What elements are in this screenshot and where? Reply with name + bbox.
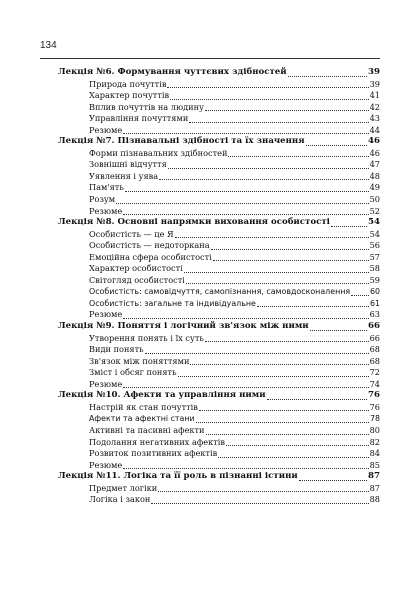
toc-entry[interactable] (58, 483, 380, 495)
toc-entry-page: 49 (369, 182, 380, 193)
toc-entry-title: Резюме (89, 309, 123, 320)
dot-leader (267, 398, 367, 400)
toc-section-entry[interactable] (58, 136, 380, 148)
page-number: 134 (40, 40, 57, 51)
toc-entry-title: Особистість: самовідчуття, самопізнання, самовдосконалення (89, 287, 351, 297)
toc-entry-page: 52 (369, 205, 380, 216)
toc-entry[interactable] (58, 460, 380, 472)
toc-entry-page: 68 (369, 344, 380, 355)
toc-entry-title: Світогляд особистості (89, 274, 185, 285)
toc-entry-title: Характер особистості (89, 263, 183, 274)
toc-entry-page: 63 (369, 309, 380, 320)
toc-entry-title: Розум (89, 194, 116, 205)
dot-leader (299, 479, 367, 481)
toc-entry[interactable] (58, 125, 380, 137)
dot-leader (159, 178, 368, 180)
toc-entry-page: 46 (369, 147, 380, 158)
toc-entry-title: Активні та пасивні афекти (89, 424, 205, 435)
dot-leader (175, 236, 369, 238)
header-rule (40, 58, 380, 59)
toc-entry-title: Лекція №9. Поняття і логічний зв'язок між ними (58, 321, 309, 332)
toc-entry-title: Пам'ять (89, 182, 124, 193)
toc-entry[interactable] (58, 229, 380, 241)
toc-entry-page: 84 (369, 448, 380, 459)
dot-leader (123, 317, 368, 319)
toc-entry-page: 85 (369, 459, 380, 470)
toc-entry[interactable] (58, 367, 380, 379)
dot-leader (151, 502, 368, 504)
toc-entry[interactable] (58, 379, 380, 391)
dot-leader (257, 305, 369, 307)
toc-entry-page: 41 (369, 90, 380, 101)
toc-entry-title: Управління почуттями (89, 113, 189, 124)
toc-entry[interactable] (58, 356, 380, 368)
dot-leader (226, 444, 369, 446)
toc-entry-title: Зміст і обсяг понять (89, 367, 177, 378)
toc-entry-title: Характер почуттів (89, 90, 170, 101)
toc-entry-title: Предмет логіки (89, 482, 158, 493)
toc-entry[interactable] (58, 309, 380, 321)
toc-entry-title: Лекція №11. Логіка та її роль в пізнанні істини (58, 471, 298, 482)
toc-entry-page: 43 (369, 113, 380, 124)
dot-leader (189, 121, 368, 123)
toc-entry[interactable] (58, 90, 380, 102)
toc-entry-title: Лекція №10. Афекти та управління ними (58, 390, 266, 401)
toc-section-entry[interactable] (58, 471, 380, 483)
toc-entry[interactable] (58, 286, 380, 298)
toc-entry-title: Особистість — недоторкана (89, 240, 210, 251)
toc-entry-title: Види понять (89, 344, 144, 355)
toc-entry-title: Лекція №8. Основні напрямки виховання особистості (58, 217, 330, 228)
toc-entry[interactable] (58, 148, 380, 160)
toc-entry[interactable] (58, 413, 380, 425)
toc-entry-title: Природа почуттів (89, 78, 167, 89)
toc-entry[interactable] (58, 252, 380, 264)
dot-leader (206, 433, 369, 435)
toc-entry-title: Подолання негативних афектів (89, 436, 226, 447)
toc-entry-title: Утворення понять і їх суть (89, 332, 204, 343)
dot-leader (213, 259, 369, 261)
toc-entry-page: 44 (369, 124, 380, 135)
table-of-contents (58, 67, 380, 506)
dot-leader (310, 329, 367, 331)
toc-entry-title: Особистість: загальне та індивідуальне (89, 298, 256, 308)
dot-leader (190, 363, 368, 365)
dot-leader (116, 202, 368, 204)
dot-leader (123, 132, 368, 134)
toc-entry[interactable] (58, 240, 380, 252)
toc-entry-page: 82 (369, 436, 380, 447)
toc-entry[interactable] (58, 159, 380, 171)
dot-leader (196, 421, 369, 423)
toc-entry-title: Лекція №7. Пізнавальні здібності та їх значення (58, 136, 305, 147)
toc-entry[interactable] (58, 275, 380, 287)
toc-section-entry[interactable] (58, 390, 380, 402)
dot-leader (205, 340, 369, 342)
dot-leader (168, 167, 369, 169)
toc-entry-title: Лекція №6. Формування чуттєвих здібностей (58, 67, 287, 77)
dot-leader (218, 456, 368, 458)
toc-entry[interactable] (58, 102, 380, 114)
toc-entry-page: 56 (369, 240, 380, 251)
toc-entry[interactable] (58, 263, 380, 275)
toc-entry-page: 88 (369, 494, 380, 505)
toc-entry-page: 72 (369, 367, 380, 378)
dot-leader (145, 352, 369, 354)
toc-entry[interactable] (58, 206, 380, 218)
toc-entry-title: Емоційна сфера особистості (89, 251, 212, 262)
toc-entry-page: 74 (369, 378, 380, 389)
dot-leader (170, 98, 369, 100)
toc-entry-title: Зовнішні відчуття (89, 159, 167, 170)
toc-entry-page: 48 (369, 170, 380, 181)
toc-entry[interactable] (58, 182, 380, 194)
toc-entry-title: Уявлення і уява (89, 170, 159, 181)
dot-leader (178, 375, 369, 377)
toc-entry[interactable] (58, 437, 380, 449)
toc-entry[interactable] (58, 171, 380, 183)
dot-leader (125, 190, 369, 192)
toc-entry-title: Вплив почуттів на людину (89, 101, 204, 112)
toc-entry[interactable] (58, 494, 380, 506)
toc-entry-title: Форми пізнавальних здібностей (89, 147, 228, 158)
toc-entry-page: 50 (369, 194, 380, 205)
toc-entry-page: 66 (368, 321, 380, 332)
toc-entry-title: Особистість — це Я (89, 228, 174, 239)
toc-entry[interactable] (58, 298, 380, 310)
toc-entry-page: 58 (369, 263, 380, 274)
toc-entry-title: Афекти та афектні стани (89, 414, 195, 424)
toc-entry-page: 80 (369, 424, 380, 435)
toc-entry-page: 76 (368, 390, 380, 401)
toc-entry-page: 47 (369, 159, 380, 170)
toc-entry-page: 42 (369, 101, 380, 112)
toc-entry-page: 78 (369, 414, 380, 424)
dot-leader (123, 386, 368, 388)
dot-leader (351, 294, 369, 296)
toc-entry-page: 57 (369, 251, 380, 262)
toc-entry-title: Резюме (89, 378, 123, 389)
dot-leader (288, 75, 367, 77)
toc-entry[interactable] (58, 333, 380, 345)
toc-entry[interactable] (58, 448, 380, 460)
dot-leader (167, 86, 368, 88)
toc-entry-page: 46 (368, 136, 380, 147)
toc-entry-page: 68 (369, 355, 380, 366)
toc-entry-title: Резюме (89, 124, 123, 135)
dot-leader (158, 490, 368, 492)
toc-section-entry[interactable] (58, 217, 380, 229)
toc-entry-page: 54 (368, 217, 380, 228)
dot-leader (186, 282, 369, 284)
toc-entry-page: 59 (369, 274, 380, 285)
toc-entry[interactable] (58, 194, 380, 206)
toc-entry[interactable] (58, 425, 380, 437)
toc-entry-page: 76 (369, 401, 380, 412)
dot-leader (123, 467, 368, 469)
toc-entry-page: 60 (369, 287, 380, 297)
toc-entry-title: Резюме (89, 459, 123, 470)
toc-entry[interactable] (58, 402, 380, 414)
dot-leader (184, 271, 369, 273)
toc-entry[interactable] (58, 79, 380, 91)
dot-leader (123, 213, 368, 215)
toc-entry-page: 87 (368, 471, 380, 482)
toc-entry-title: Логіка і закон (89, 494, 151, 505)
dot-leader (228, 155, 368, 157)
dot-leader (211, 248, 369, 250)
toc-entry-page: 39 (368, 67, 380, 77)
toc-entry-page: 87 (369, 482, 380, 493)
toc-entry-title: Настрій як стан почуттів (89, 401, 198, 412)
toc-entry-page: 39 (369, 78, 380, 89)
toc-entry-page: 54 (369, 228, 380, 239)
dot-leader (199, 409, 369, 411)
toc-entry[interactable] (58, 113, 380, 125)
toc-section-entry[interactable] (58, 67, 380, 79)
toc-entry-title: Зв'язок між поняттями (89, 355, 190, 366)
toc-entry-title: Розвиток позитивних афектів (89, 448, 218, 459)
dot-leader (205, 109, 369, 111)
toc-section-entry[interactable] (58, 321, 380, 333)
dot-leader (331, 225, 367, 227)
toc-entry-page: 66 (369, 332, 380, 343)
toc-entry-page: 61 (369, 298, 380, 308)
toc-entry-title: Резюме (89, 205, 123, 216)
dot-leader (306, 144, 367, 146)
toc-entry[interactable] (58, 344, 380, 356)
